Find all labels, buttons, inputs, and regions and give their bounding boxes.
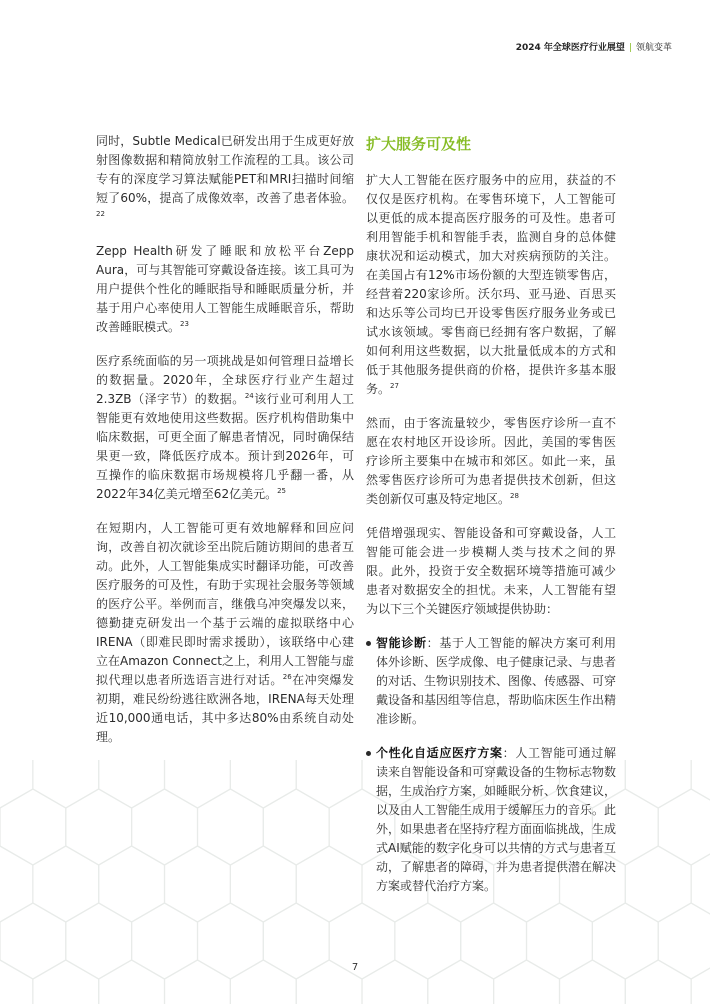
hexagon-shape — [625, 846, 691, 922]
bullet-smart-diagnosis: 智能诊断：基于人工智能的解决方案可利用体外诊断、医学成像、电子健康记录、与患者的对话、生物识别技术、图像、传感器、可穿戴设备和基因组等信息，帮助临床医生作出精准诊断。 — [366, 634, 616, 729]
footnote-ref[interactable]: 26 — [282, 673, 292, 681]
hexagon-shape — [658, 789, 710, 865]
footnote-ref[interactable]: 24 — [244, 392, 254, 400]
hexagon-shape — [296, 846, 362, 922]
hexagon-shape — [0, 760, 33, 808]
bullet-label: 个性化自适应医疗方案 — [376, 746, 503, 760]
paragraph-data-volume: 医疗系统面临的另一项挑战是如何管理日益增长的数据量。2020年，全球医疗行业产生超过2.3ZB（泽字节）的数据。$^{24}$该行业可利用人工智能更有效地使用这些数据。医疗机构借助集中临床数据，可更全面了解患者情况，同时确保结果更一致，降低医疗成本。预计到2026年，可互操作的临床数据市场规模将几乎翻一番，从2022年34亿美元增至62亿美元。$^{25}$ — [96, 354, 354, 501]
hexagon-shape — [132, 789, 198, 865]
hexagon-shape — [198, 789, 264, 865]
report-title: 2024 年全球医疗行业展望 — [515, 43, 625, 53]
section-heading: 扩大服务可及性 — [366, 135, 472, 153]
hexagon-shape — [625, 760, 691, 808]
paragraph-irena: 在短期内，人工智能可更有效地解释和回应问询，改善自初次就诊至出院后随访期间的患者互动。此外，人工智能集成实时翻译功能，可改善医疗服务的可及性，有助于实现社会服务等领域的医疗公平。举例而言，继俄乌冲突爆发以来，德勤捷克研发出一个基于云端的虚拟联络中心IRENA（即难民即时需求援助），该联络中心建立在Amazon Connect之上，利用人工智能与虚拟代理以患者所选语言进行对话。$^{26}$在冲突爆发初期，难民纷纷逃往欧洲各地，IRENA每天处理近10,000通电话，其中多达80%由系统自动处理。 — [96, 521, 354, 744]
hexagon-shape — [99, 846, 165, 922]
left-column — [96, 132, 354, 762]
header-separator: | — [628, 43, 632, 53]
page-number: 7 — [351, 962, 359, 973]
hexagon-shape — [165, 846, 231, 922]
report-subtitle: 领航变革 — [635, 43, 672, 53]
hexagon-shape — [691, 846, 710, 922]
hexagon-shape — [230, 760, 296, 808]
hexagon-shape — [296, 760, 362, 808]
hexagon-shape — [0, 789, 66, 865]
footnote-ref[interactable]: 22 — [96, 210, 105, 218]
hexagon-shape — [33, 760, 99, 808]
paragraph-future-areas: 凭借增强现实、智能设备和可穿戴设备，人工智能可能会进一步模糊人类与技术之间的界限。此外，投资于安全数据环境等措施可减少患者对数据安全的担忧。未来，人工智能有望为以下三个关键医疗领域提供协助： — [366, 526, 616, 616]
right-column — [366, 133, 616, 911]
bullet-personalized-care: 个性化自适应医疗方案：人工智能可通过解读来自智能设备和可穿戴设备的生物标志物数据，生成治疗方案，如睡眠分析、饮食建议，以及由人工智能生成用于缓解压力的音乐。此外，如果患者在坚持疗程方面面临挑战，生成式AI赋能的数字化身可以共情的方式与患者互动，了解患者的障碍，并为患者提供潜在解决方案或替代治疗方案。 — [366, 744, 616, 896]
page-header — [516, 40, 672, 53]
hexagon-shape — [99, 760, 165, 808]
hexagon-shape — [33, 846, 99, 922]
hexagon-shape — [0, 846, 33, 922]
footnote-ref[interactable]: 27 — [390, 382, 399, 390]
paragraph-retail-access: 扩大人工智能在医疗服务中的应用，获益的不仅仅是医疗机构。在零售环境下，人工智能可以更低的成本提高医疗服务的可及性。患者可利用智能手机和智能手表，监测自身的总体健康状况和运动模式，加大对疾病预防的关注。在美国占有12%市场份额的大型连锁零售店，经营着220家诊所。沃尔玛、亚马逊、百思买和达乐等公司均已开设零售医疗服务业务或已试水该领域。零售商已经拥有客户数据，了解如何利用这些数据，以大批量低成本的方式和低于其他服务提供商的价格，提供许多基本服务。$^{27}$ — [366, 173, 616, 396]
footnote-ref[interactable]: 23 — [180, 320, 189, 328]
hexagon-shape — [66, 789, 132, 865]
bullet-label: 智能诊断 — [376, 636, 427, 650]
paragraph-subtle-medical: 同时，Subtle Medical已研发出用于生成更好放射图像数据和精简放射工作流程的工具。该公司专有的深度学习算法赋能PET和MRI扫描时间缩短了60%，提高了成像效率，改善了患者体验。$^{22}$ — [96, 134, 354, 218]
paragraph-zepp-health: Zepp Health研发了睡眠和放松平台Zepp Aura，可与其智能可穿戴设备连接。该工具可为用户提供个性化的睡眠指导和睡眠质量分析，并基于用户心率使用人工智能生成睡眠音乐，帮助改善睡眠模式。$^{23}$ — [96, 244, 354, 334]
hexagon-shape — [230, 846, 296, 922]
footnote-ref[interactable]: 25 — [277, 487, 287, 495]
hexagon-shape — [165, 760, 231, 808]
hexagon-shape — [263, 789, 329, 865]
footnote-ref[interactable]: 28 — [510, 492, 519, 500]
hexagon-shape — [691, 760, 710, 808]
paragraph-rural-clinics: 然而，由于客流量较少，零售医疗诊所一直不愿在农村地区开设诊所。因此，美国的零售医疗诊所主要集中在城市和郊区。如此一来，虽然零售医疗诊所可为患者提供技术创新，但这类创新仅可惠及特定地区。$^{28}$ — [366, 416, 616, 506]
